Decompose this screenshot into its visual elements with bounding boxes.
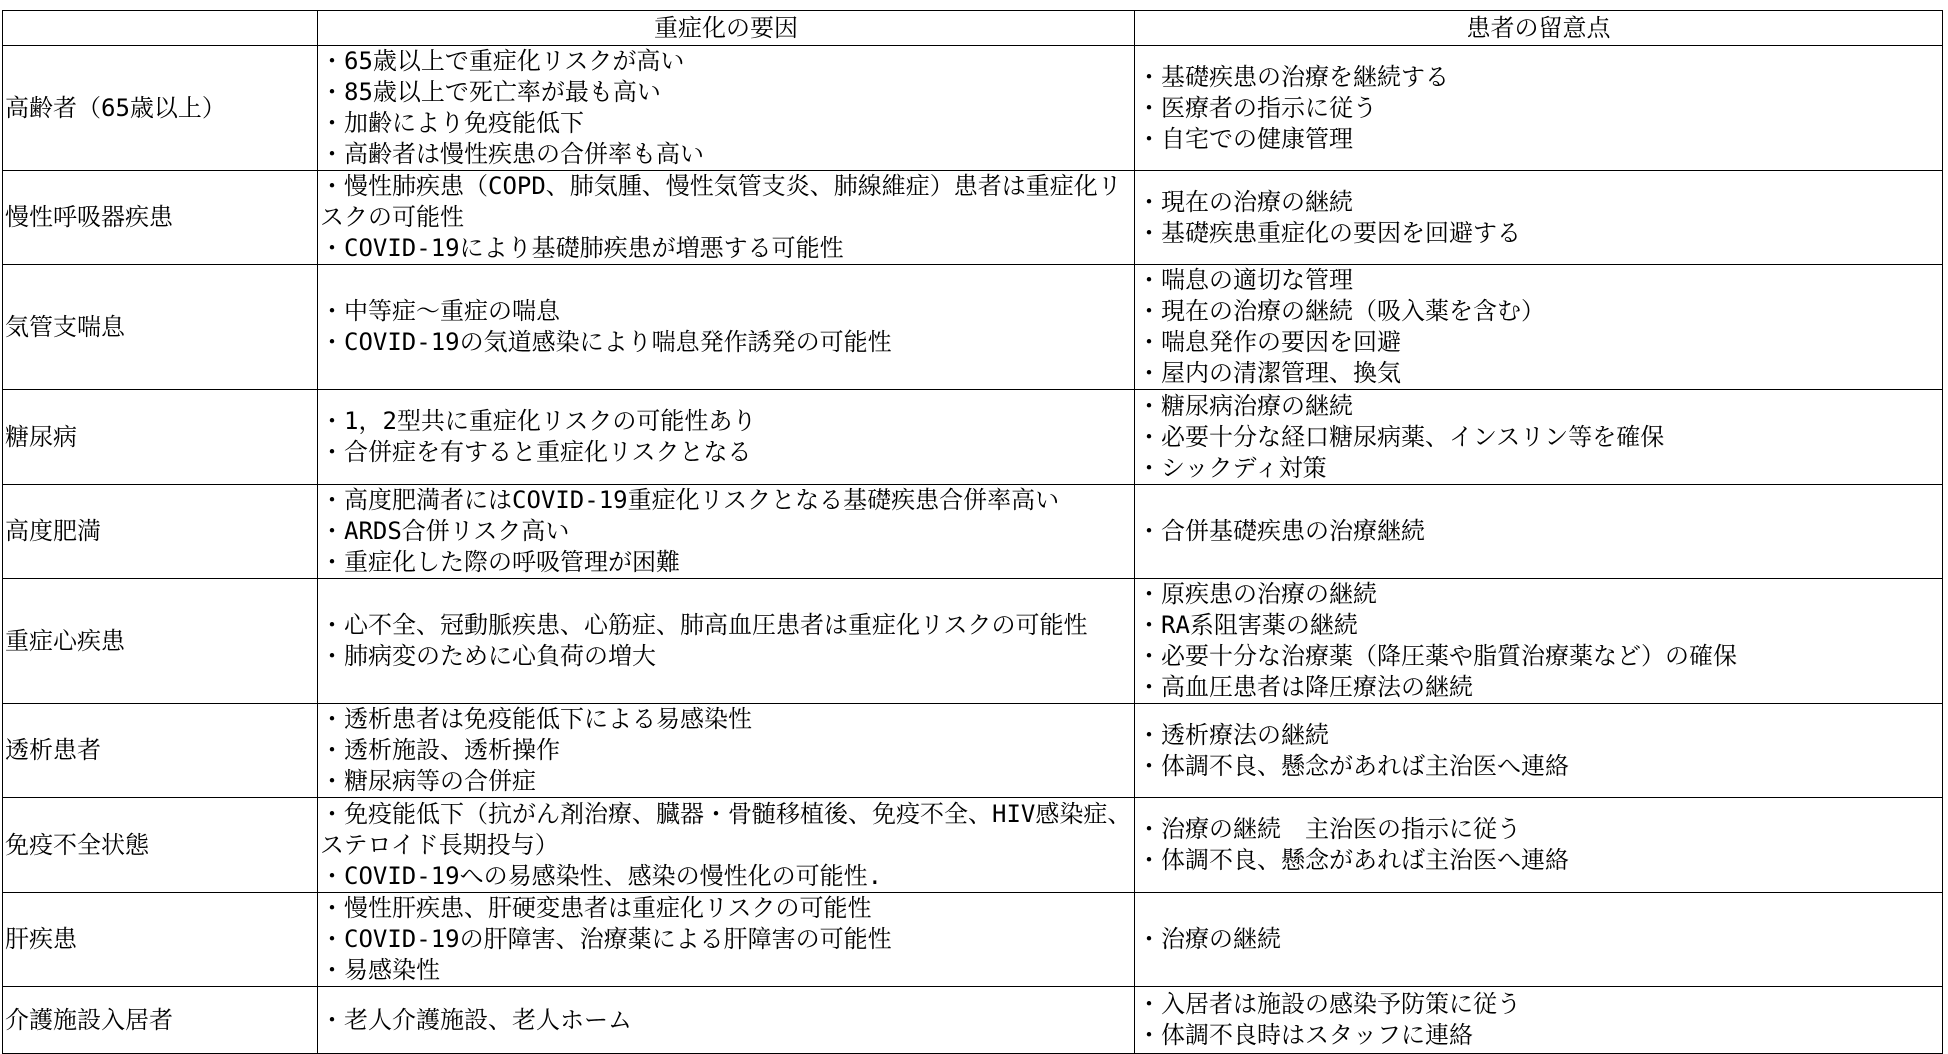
note-line: ・入居者は施設の感染予防策に従う	[1137, 990, 1521, 1018]
note-line: ・治療の継続	[1137, 925, 1281, 953]
condition-cell: 介護施設入居者	[3, 987, 318, 1054]
notes-cell	[1135, 390, 1943, 485]
factor-line: ・肺病変のために心負荷の増大	[320, 642, 656, 670]
notes-cell	[1135, 485, 1943, 579]
header-condition	[3, 11, 318, 46]
note-line: ・体調不良、懸念があれば主治医へ連絡	[1137, 846, 1569, 874]
notes-cell	[1135, 798, 1943, 893]
table-row	[3, 987, 1943, 1054]
factor-line: ・COVID-19の気道感染により喘息発作誘発の可能性	[320, 328, 892, 356]
header-notes: 患者の留意点	[1135, 11, 1943, 46]
note-line: ・現在の治療の継続	[1137, 187, 1353, 216]
table-row	[3, 390, 1943, 485]
note-line: ・必要十分な経口糖尿病薬、インスリン等を確保	[1137, 422, 1665, 451]
note-line: ・シックディ対策	[1137, 453, 1327, 482]
note-line: ・医療者の指示に従う	[1137, 93, 1377, 122]
factor-line: ・COVID-19の肝障害、治療薬による肝障害の可能性	[320, 925, 892, 953]
factor-line: ・加齢により免疫能低下	[320, 109, 584, 137]
factor-line: ・慢性肝疾患、肝硬変患者は重症化リスクの可能性	[320, 894, 872, 922]
factors-cell	[318, 798, 1135, 893]
table-row	[3, 46, 1943, 171]
factor-line: ・COVID-19により基礎肺疾患が増悪する可能性	[320, 234, 844, 262]
notes-cell	[1135, 893, 1943, 987]
factor-line: ・COVID-19への易感染性、感染の慢性化の可能性.	[320, 861, 883, 890]
condition-cell: 透析患者	[3, 704, 318, 798]
factor-line: ・1，2型共に重症化リスクの可能性あり	[320, 407, 757, 435]
factor-line: ・透析施設、透析操作	[320, 736, 560, 764]
factors-cell	[318, 893, 1135, 987]
note-line: ・透析療法の継続	[1137, 720, 1329, 749]
notes-cell	[1135, 265, 1943, 390]
note-line: ・屋内の清潔管理、換気	[1137, 359, 1401, 387]
factor-line: ・高度肥満者にはCOVID-19重症化リスクとなる基礎疾患合併率高い	[320, 486, 1060, 514]
factors-cell	[318, 579, 1135, 704]
table-row	[3, 704, 1943, 798]
table-row	[3, 798, 1943, 893]
factor-line: ・糖尿病等の合併症	[320, 767, 536, 795]
note-line: ・体調不良時はスタッフに連絡	[1137, 1021, 1473, 1049]
notes-cell	[1135, 171, 1943, 265]
factors-cell	[318, 704, 1135, 798]
condition-cell: 重症心疾患	[3, 579, 318, 704]
factor-line: ・免疫能低下（抗がん剤治療、臓器・骨髄移植後、免疫不全、HIV感染症、ステロイド長期投与）	[320, 799, 1132, 859]
factor-line: ・慢性肺疾患（COPD、肺気腫、慢性気管支炎、肺線維症）患者は重症化リスクの可能性	[320, 172, 1122, 231]
factors-cell	[318, 171, 1135, 265]
condition-cell: 免疫不全状態	[3, 798, 318, 893]
condition-cell: 気管支喘息	[3, 265, 318, 390]
note-line: ・合併基礎疾患の治療継続	[1137, 517, 1425, 545]
note-line: ・必要十分な治療薬（降圧薬や脂質治療薬など）の確保	[1137, 642, 1737, 670]
factors-cell	[318, 265, 1135, 390]
condition-cell: 慢性呼吸器疾患	[3, 171, 318, 265]
condition-cell: 高度肥満	[3, 485, 318, 579]
note-line: ・治療の継続 主治医の指示に従う	[1137, 815, 1521, 843]
note-line: ・現在の治療の継続（吸入薬を含む）	[1137, 297, 1545, 325]
risk-factor-table	[2, 10, 1943, 1054]
header-factors: 重症化の要因	[318, 11, 1135, 46]
factor-line: ・重症化した際の呼吸管理が困難	[320, 548, 680, 576]
condition-cell: 高齢者（65歳以上）	[3, 46, 318, 171]
condition-cell: 肝疾患	[3, 893, 318, 987]
factors-cell	[318, 46, 1135, 171]
table-row	[3, 485, 1943, 579]
factors-cell	[318, 390, 1135, 485]
note-line: ・RA系阻害薬の継続	[1137, 611, 1358, 639]
note-line: ・基礎疾患の治療を継続する	[1137, 62, 1449, 91]
note-line: ・喘息の適切な管理	[1137, 266, 1353, 294]
factor-line: ・老人介護施設、老人ホーム	[320, 1005, 632, 1034]
table-row	[3, 893, 1943, 987]
notes-cell	[1135, 987, 1943, 1054]
factors-cell	[318, 987, 1135, 1054]
notes-cell	[1135, 46, 1943, 171]
note-line: ・喘息発作の要因を回避	[1137, 328, 1401, 356]
note-line: ・糖尿病治療の継続	[1137, 391, 1353, 420]
factors-cell	[318, 485, 1135, 579]
factor-line: ・透析患者は免疫能低下による易感染性	[320, 705, 752, 733]
table-row	[3, 265, 1943, 390]
factor-line: ・85歳以上で死亡率が最も高い	[320, 78, 661, 106]
table-row	[3, 171, 1943, 265]
factor-line: ・中等症～重症の喘息	[320, 297, 560, 325]
note-line: ・基礎疾患重症化の要因を回避する	[1137, 218, 1521, 247]
table-row	[3, 579, 1943, 704]
notes-cell	[1135, 579, 1943, 704]
factor-line: ・ARDS合併リスク高い	[320, 517, 570, 545]
factor-line: ・65歳以上で重症化リスクが高い	[320, 47, 685, 75]
header-row	[3, 11, 1943, 46]
note-line: ・自宅での健康管理	[1137, 124, 1353, 153]
factor-line: ・合併症を有すると重症化リスクとなる	[320, 438, 752, 466]
factor-line: ・易感染性	[320, 956, 440, 984]
notes-cell	[1135, 704, 1943, 798]
note-line: ・原疾患の治療の継続	[1137, 580, 1377, 608]
factor-line: ・心不全、冠動脈疾患、心筋症、肺高血圧患者は重症化リスクの可能性	[320, 611, 1088, 639]
note-line: ・体調不良、懸念があれば主治医へ連絡	[1137, 751, 1569, 780]
condition-cell: 糖尿病	[3, 390, 318, 485]
factor-line: ・高齢者は慢性疾患の合併率も高い	[320, 140, 704, 168]
note-line: ・高血圧患者は降圧療法の継続	[1137, 673, 1473, 701]
